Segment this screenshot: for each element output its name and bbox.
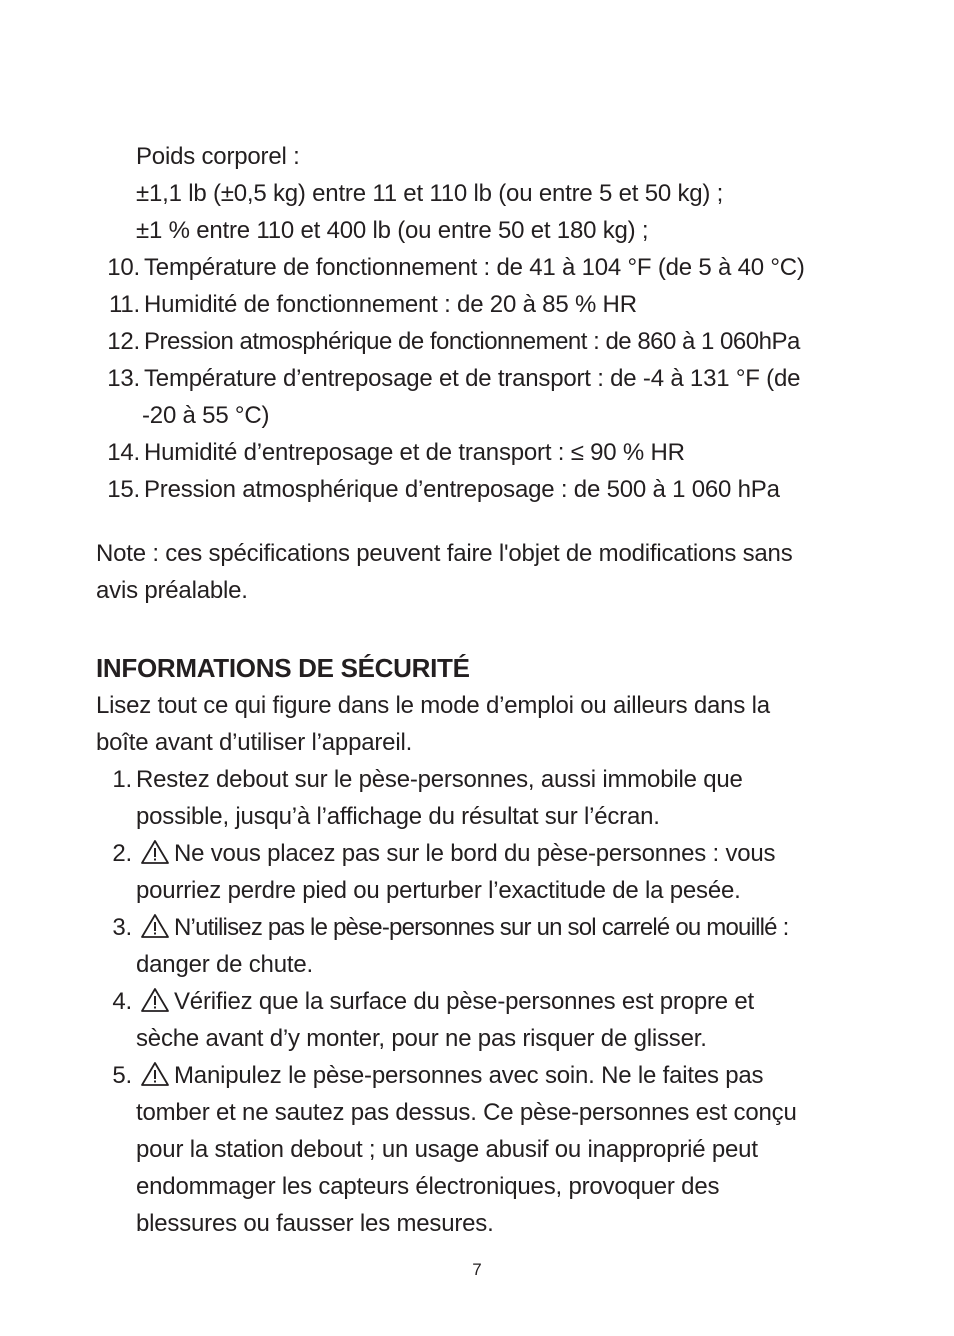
warning-triangle-icon	[140, 1061, 170, 1087]
warning-triangle-icon	[140, 987, 170, 1013]
warning-triangle-icon	[140, 839, 170, 865]
safety-item-number: 3.	[112, 914, 132, 941]
safety-item-continuation: endommager les capteurs électroniques, provoquer des	[136, 1173, 720, 1200]
spec-item-number: 11.	[109, 291, 140, 318]
spec-item-number: 14.	[107, 439, 140, 466]
spec-item-number: 15.	[107, 476, 140, 503]
safety-intro: boîte avant d’utiliser l’appareil.	[96, 729, 413, 756]
page-number: 7	[472, 1260, 482, 1279]
safety-item-continuation: danger de chute.	[136, 951, 313, 978]
note-text: avis préalable.	[96, 577, 248, 604]
spec-item-number: 12.	[107, 328, 140, 355]
spec-item-text: Pression atmosphérique d’entreposage : de 500 à 1 060 hPa	[144, 476, 780, 503]
safety-item-continuation: pour la station debout ; un usage abusif ou inapproprié peut	[136, 1136, 758, 1163]
safety-item-number: 5.	[112, 1062, 132, 1089]
safety-intro: Lisez tout ce qui figure dans le mode d’emploi ou ailleurs dans la	[96, 692, 770, 719]
safety-item-text: N’utilisez pas le pèse-personnes sur un sol carrelé ou mouillé :	[174, 914, 789, 941]
spec-item-number: 10.	[107, 254, 140, 281]
spec-item-text: Température de fonctionnement : de 41 à 104 °F (de 5 à 40 °C)	[144, 254, 805, 281]
safety-item-text: Restez debout sur le pèse-personnes, aussi immobile que	[136, 766, 743, 793]
spec-item-text: Humidité de fonctionnement : de 20 à 85 % HR	[144, 291, 637, 318]
safety-item-continuation: blessures ou fausser les mesures.	[136, 1210, 494, 1237]
warning-triangle-icon	[140, 913, 170, 939]
spec-continuation-line: Poids corporel :	[136, 143, 300, 170]
spec-item-text: Humidité d’entreposage et de transport : ≤ 90 % HR	[144, 439, 685, 466]
safety-item-number: 2.	[112, 840, 132, 867]
safety-item-text: Manipulez le pèse-personnes avec soin. Ne le faites pas	[174, 1062, 764, 1089]
safety-item-continuation: tomber et ne sautez pas dessus. Ce pèse-personnes est conçu	[136, 1099, 797, 1126]
safety-item-text: Vérifiez que la surface du pèse-personnes est propre et	[174, 988, 755, 1015]
safety-item-text: Ne vous placez pas sur le bord du pèse-personnes : vous	[174, 840, 776, 867]
spec-item-text: Température d’entreposage et de transport : de -4 à 131 °F (de	[144, 365, 801, 392]
safety-item-continuation: possible, jusqu’à l’affichage du résultat sur l’écran.	[136, 803, 660, 830]
note-text: Note : ces spécifications peuvent faire l'objet de modifications sans	[96, 540, 793, 567]
safety-item-continuation: sèche avant d’y monter, pour ne pas risquer de glisser.	[136, 1025, 707, 1052]
section-heading: INFORMATIONS DE SÉCURITÉ	[96, 653, 470, 683]
spec-item-text: Pression atmosphérique de fonctionnement : de 860 à 1 060hPa	[144, 328, 800, 355]
safety-item-number: 1.	[112, 766, 132, 793]
spec-item-continuation: -20 à 55 °C)	[142, 402, 270, 429]
safety-item-number: 4.	[112, 988, 132, 1015]
spec-continuation-line: ±1 % entre 110 et 400 lb (ou entre 50 et 180 kg) ;	[136, 217, 649, 244]
spec-item-number: 13.	[107, 365, 140, 392]
spec-continuation-line: ±1,1 lb (±0,5 kg) entre 11 et 110 lb (ou entre 5 et 50 kg) ;	[136, 180, 724, 207]
safety-item-continuation: pourriez perdre pied ou perturber l’exactitude de la pesée.	[136, 877, 741, 904]
